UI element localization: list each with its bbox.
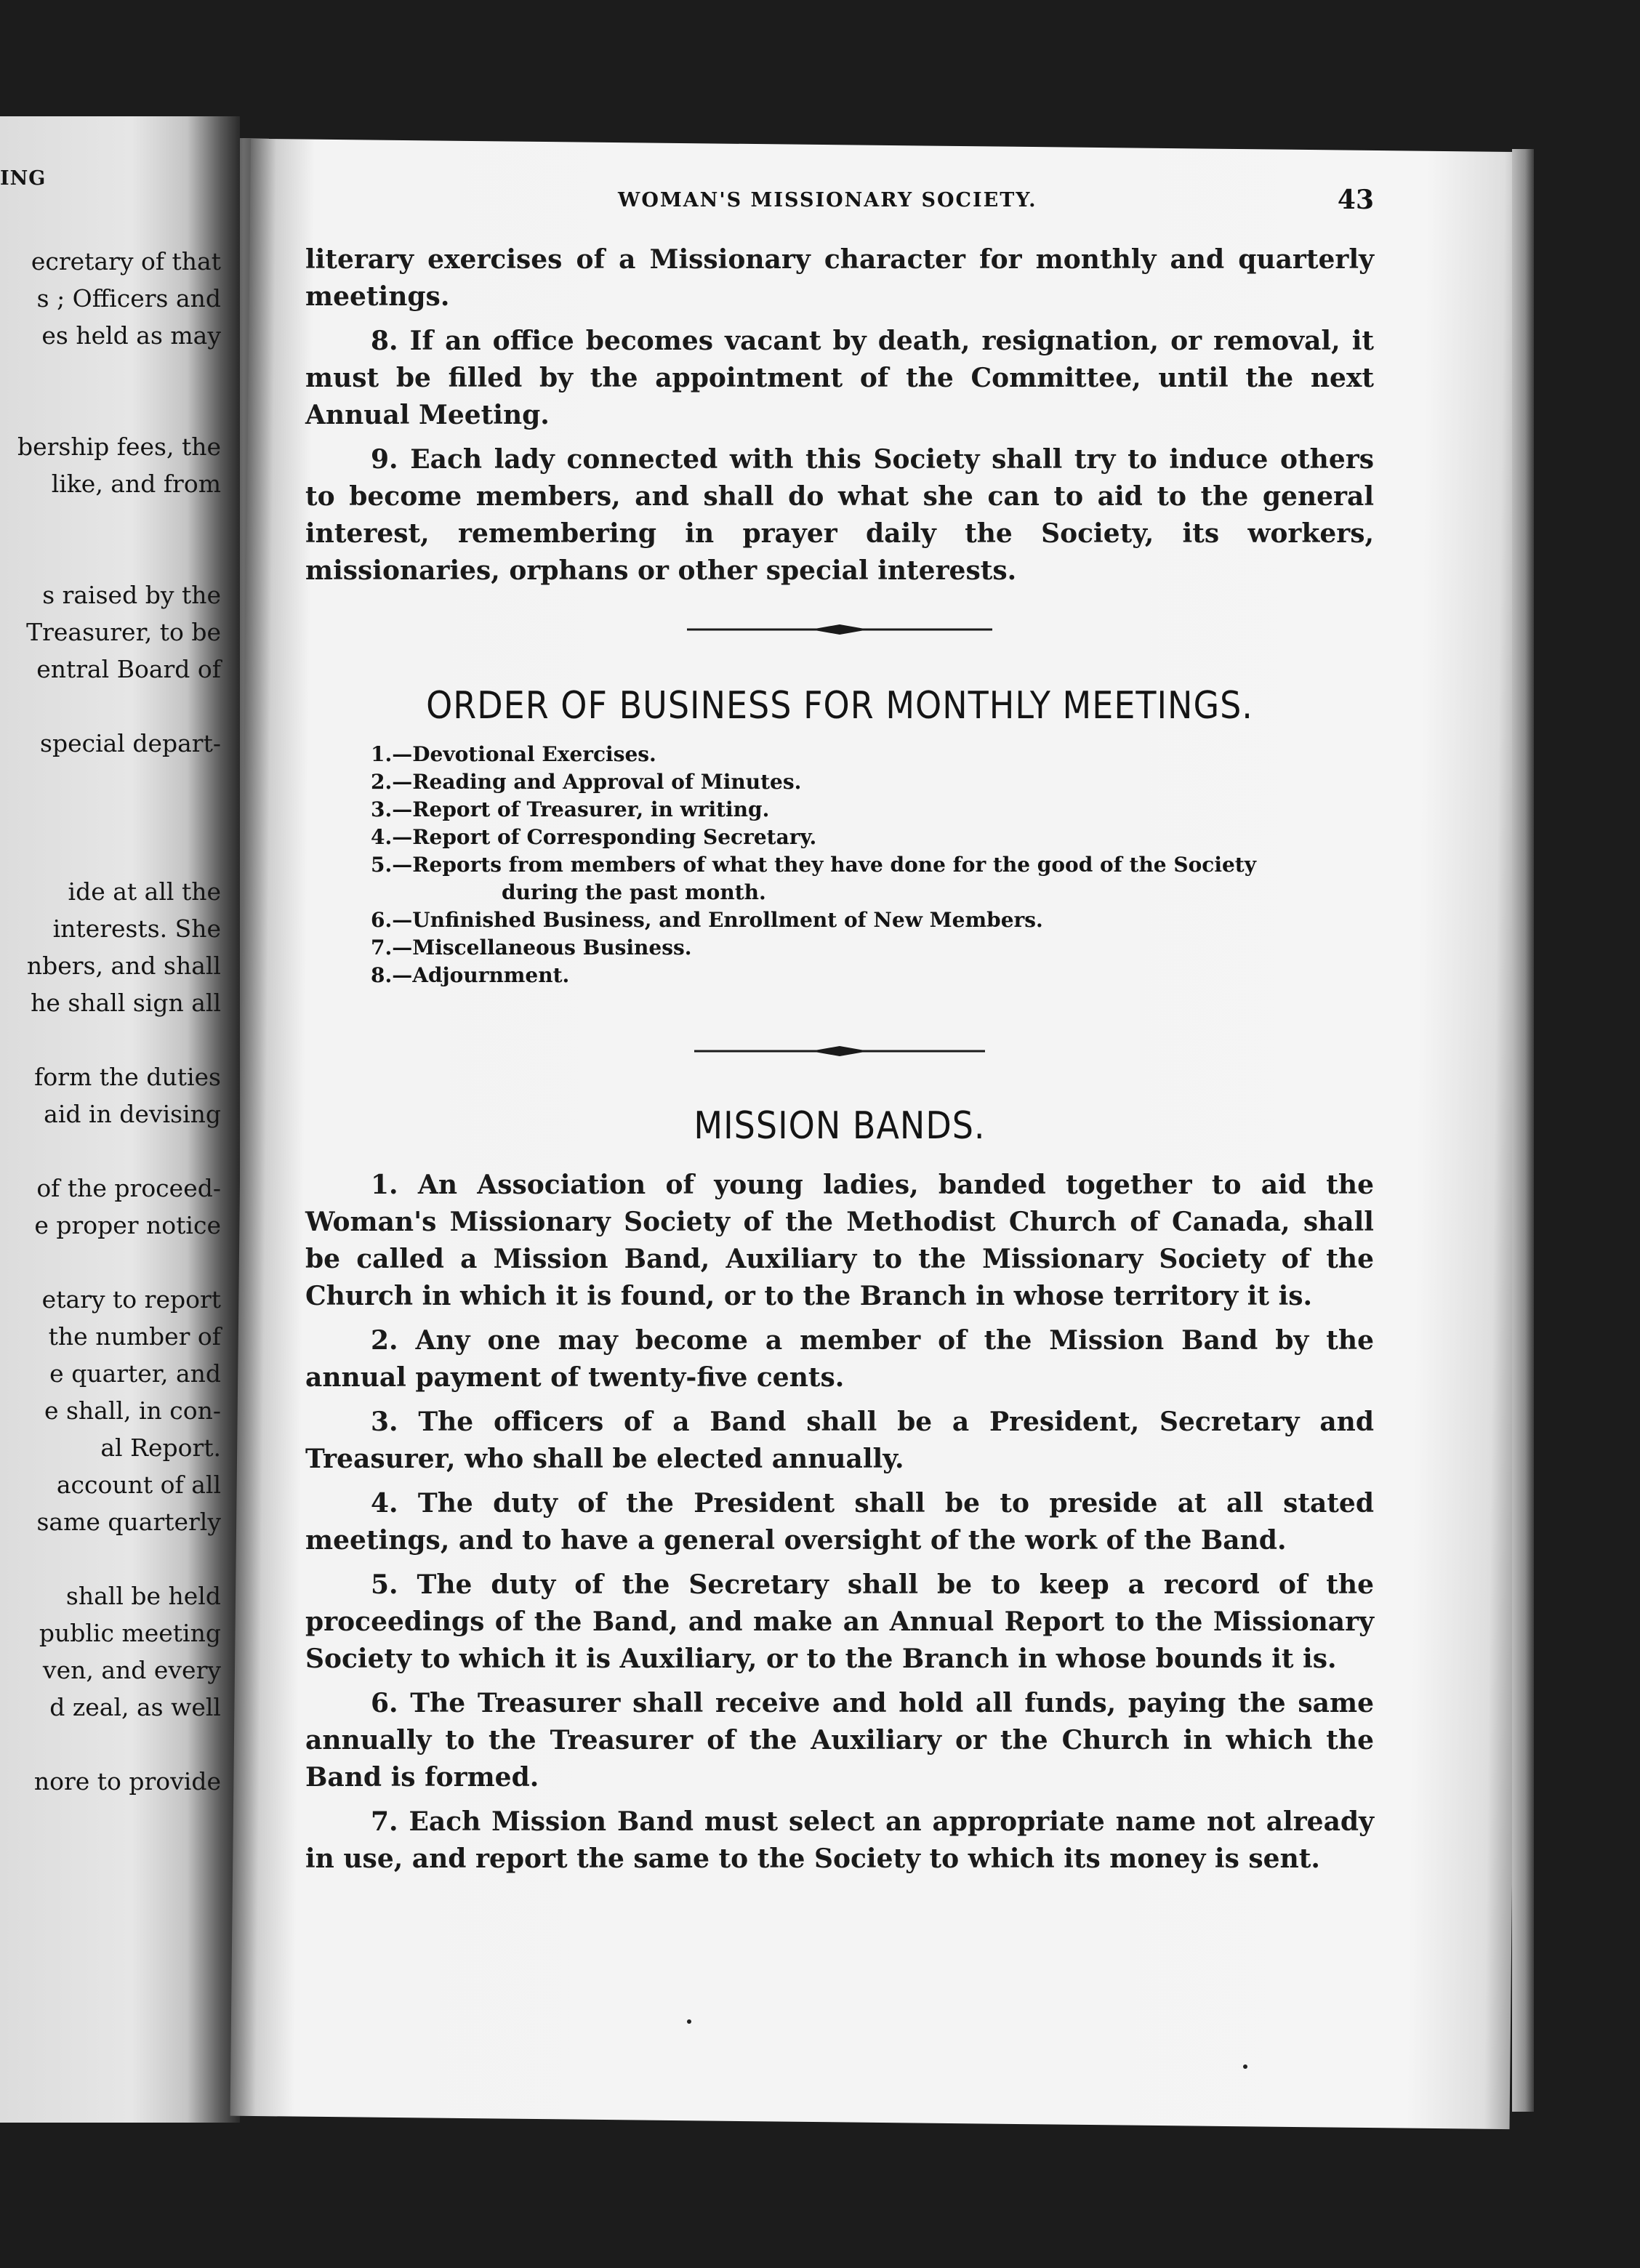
left-page-line: nbers, and shall xyxy=(26,952,221,980)
left-page-line: the number of xyxy=(48,1322,221,1351)
left-page-line: same quarterly xyxy=(36,1508,221,1536)
list-item: 4.—Report of Corresponding Secretary. xyxy=(371,825,817,849)
page-number: 43 xyxy=(1337,185,1374,215)
running-head xyxy=(305,174,1374,225)
mission-bands-paragraphs xyxy=(305,1167,1374,1878)
left-page-line: e proper notice xyxy=(34,1211,221,1239)
left-page-line: al Report. xyxy=(100,1433,221,1462)
mission-band-rule-7: 7. Each Mission Band must select an appropriate name not already in use, and report the same to the Society to which its money is sent. xyxy=(305,1806,1374,1874)
mission-band-rule-3: 3. The officers of a Band shall be a President, Secretary and Treasurer, who shall be elected annually. xyxy=(305,1407,1374,1474)
mission-band-rule-1: 1. An Association of young ladies, banded together to aid the Woman's Missionary Society of the Methodist Church of Canada, shall be called a Mission Band, Auxiliary to the Missionary Society of the Church in which it is found, or to the Branch in whose territory it is. xyxy=(305,1170,1374,1311)
left-page-line: s raised by the xyxy=(42,581,221,609)
ornament-divider-icon xyxy=(694,1040,985,1062)
order-of-business-heading: ORDER OF BUSINESS FOR MONTHLY MEETINGS. xyxy=(426,683,1253,728)
left-page-line: etary to report xyxy=(41,1285,221,1314)
paper-speck xyxy=(1243,2064,1247,2069)
left-page-fragment xyxy=(0,116,240,2123)
mission-band-rule-2: 2. Any one may become a member of the Mission Band by the annual payment of twenty-five cents. xyxy=(305,1325,1374,1393)
left-page-line: Treasurer, to be xyxy=(26,618,221,646)
left-page-line: account of all xyxy=(56,1471,221,1499)
paragraph-rule-9: 9. Each lady connected with this Society shall try to induce others to become members, and shall do what she can to aid to the general interest, remembering in prayer daily the Society, its workers, missionaries, orphans or other special interests. xyxy=(305,444,1374,586)
left-page-line: like, and from xyxy=(51,470,221,498)
list-item: 2.—Reading and Approval of Minutes. xyxy=(371,770,802,794)
left-page-line: special depart- xyxy=(40,729,221,757)
paragraph-continuation: literary exercises of a Missionary character for monthly and quarterly meetings. xyxy=(305,244,1374,312)
left-page-line: interests. She xyxy=(52,914,221,943)
right-page-content xyxy=(305,174,1374,1878)
list-item: 3.—Report of Treasurer, in writing. xyxy=(371,797,770,821)
left-page-line: of the proceed- xyxy=(36,1174,221,1202)
left-page-line: s ; Officers and xyxy=(36,284,221,313)
left-page-line: ide at all the xyxy=(68,877,221,906)
left-page-line: public meeting xyxy=(39,1619,221,1647)
left-page-line: d zeal, as well xyxy=(49,1693,221,1721)
left-page-line: entral Board of xyxy=(36,655,221,683)
page-edge-shadow xyxy=(1512,149,1534,2112)
list-item: 1.—Devotional Exercises. xyxy=(371,742,656,766)
list-item: 5.—Reports from members of what they have done for the good of the Society during the past month. xyxy=(371,851,1374,906)
paragraph-rule-8: 8. If an office becomes vacant by death, resignation, or removal, it must be filled by the appointment of the Committee, until the next Annual Meeting. xyxy=(305,326,1374,430)
left-page-line: shall be held xyxy=(65,1582,221,1610)
left-page-line: es held as may xyxy=(41,321,221,350)
list-item-continuation: during the past month. xyxy=(502,880,766,904)
mission-band-rule-5: 5. The duty of the Secretary shall be to keep a record of the proceedings of the Band, and make an Annual Report to the Missionary Society to which it is Auxiliary, or to the Branch in whose bounds it is. xyxy=(305,1569,1374,1674)
list-item: 7.—Miscellaneous Business. xyxy=(371,936,692,960)
list-item: 6.—Unfinished Business, and Enrollment of New Members. xyxy=(371,908,1043,932)
left-running-head: ING xyxy=(0,167,47,190)
order-of-business-list xyxy=(371,741,1374,989)
left-page-line: nore to provide xyxy=(33,1767,221,1796)
left-page-line: ecretary of that xyxy=(31,247,221,276)
list-item: 8.—Adjournment. xyxy=(371,963,570,987)
left-page-line: ven, and every xyxy=(42,1656,221,1684)
left-page-line: e shall, in con- xyxy=(44,1396,221,1425)
left-page-line: form the duties xyxy=(34,1063,221,1091)
mission-bands-heading: MISSION BANDS. xyxy=(694,1103,986,1148)
mission-band-rule-4: 4. The duty of the President shall be to preside at all stated meetings, and to have a general oversight of the work of the Band. xyxy=(305,1488,1374,1556)
left-page-line: e quarter, and xyxy=(49,1359,221,1388)
mission-band-rule-6: 6. The Treasurer shall receive and hold all funds, paying the same annually to the Treasurer of the Auxiliary or the Church in which the Band is formed. xyxy=(305,1688,1374,1793)
left-page-line: he shall sign all xyxy=(31,989,221,1017)
left-page-line: bership fees, the xyxy=(17,433,221,461)
left-page-line: aid in devising xyxy=(44,1100,221,1128)
paper-speck xyxy=(687,2019,691,2024)
ornament-divider-icon xyxy=(687,619,992,640)
running-head-title: WOMAN'S MISSIONARY SOCIETY. xyxy=(618,189,1037,212)
